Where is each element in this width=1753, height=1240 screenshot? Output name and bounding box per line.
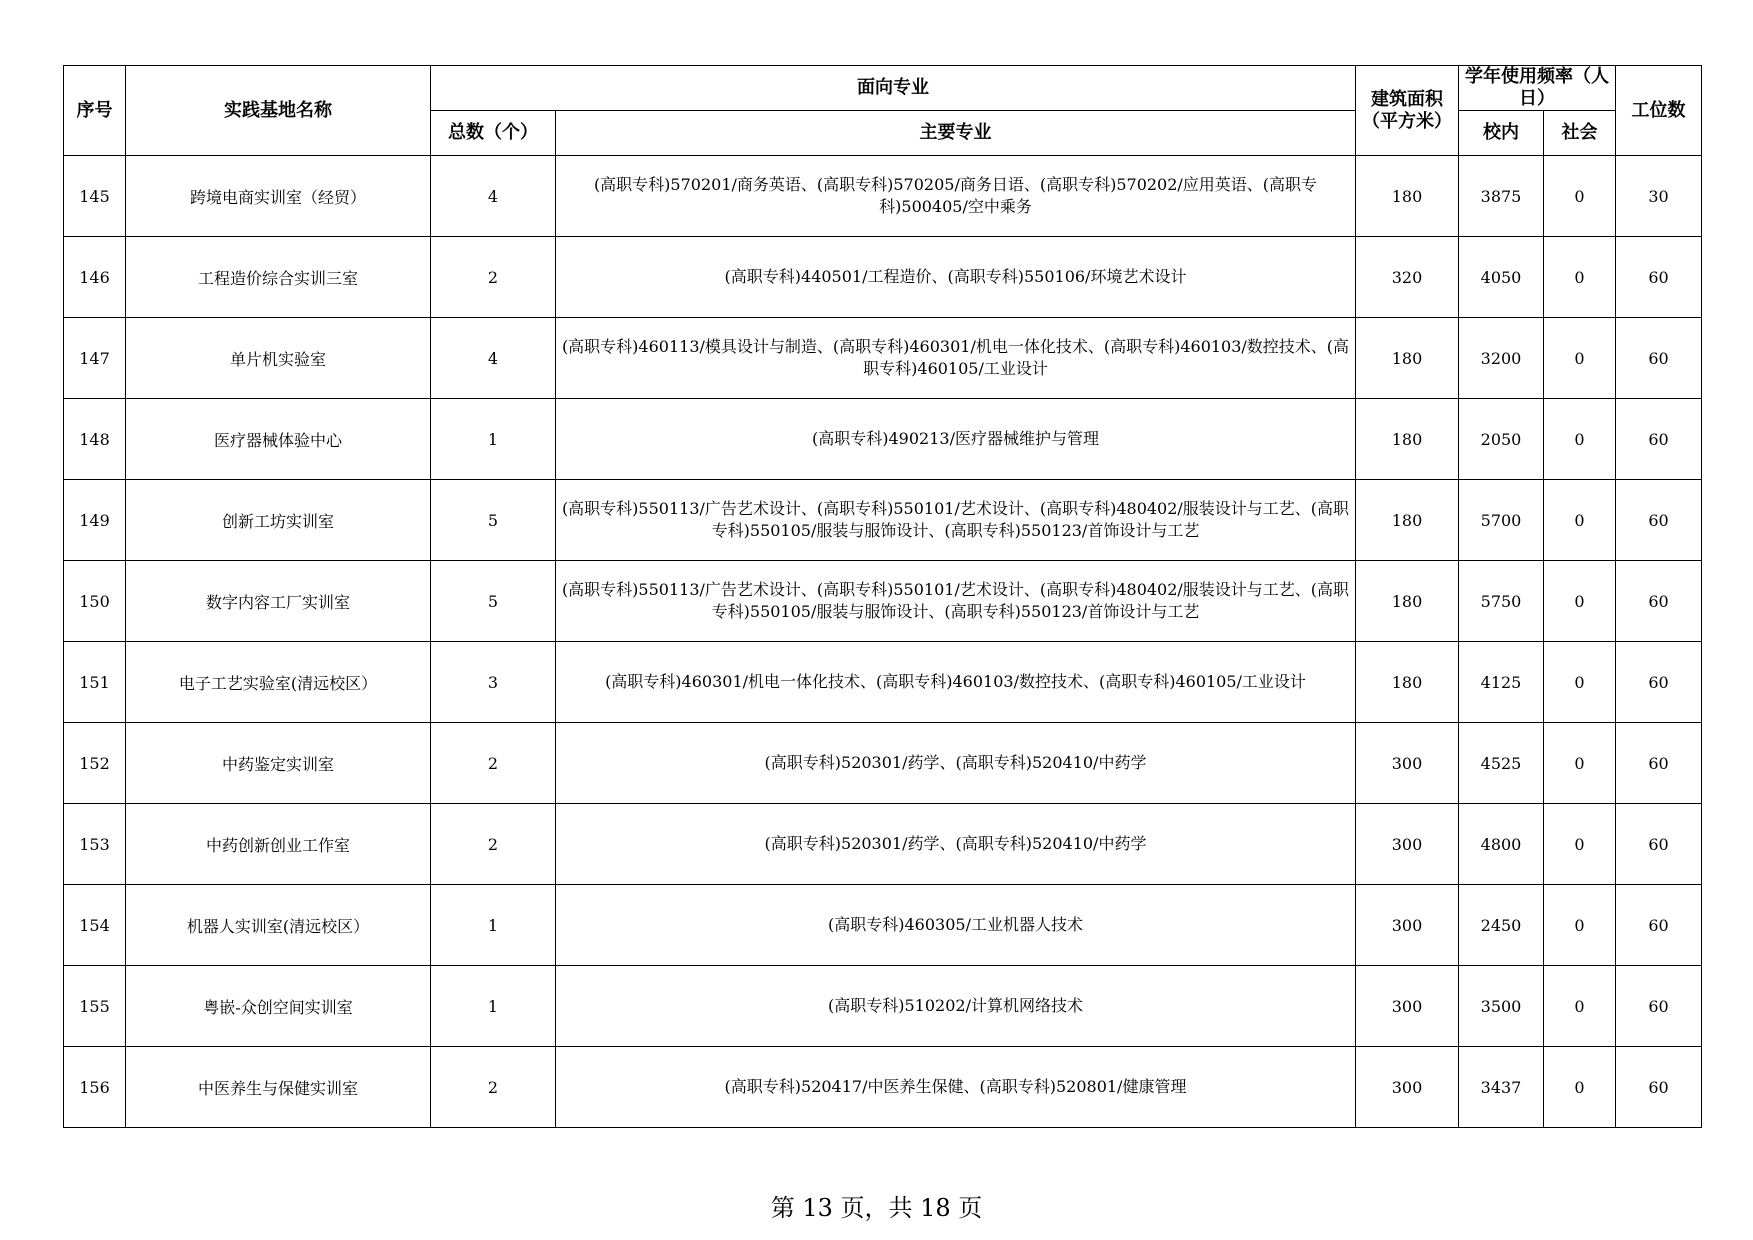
cell-society: 0	[1544, 1047, 1616, 1128]
cell-majors: (高职专科)570201/商务英语、(高职专科)570205/商务日语、(高职专科)570202/应用英语、(高职专科)500405/空中乘务	[556, 156, 1356, 237]
cell-majors: (高职专科)460301/机电一体化技术、(高职专科)460103/数控技术、(高职专科)460105/工业设计	[556, 642, 1356, 723]
cell-campus: 5700	[1459, 480, 1544, 561]
table-row	[64, 804, 1702, 885]
cell-stations: 60	[1616, 561, 1702, 642]
cell-area: 180	[1356, 561, 1459, 642]
cell-society: 0	[1544, 318, 1616, 399]
cell-base-name: 中医养生与保健实训室	[126, 1047, 431, 1128]
cell-society: 0	[1544, 561, 1616, 642]
header-majors-group: 面向专业	[431, 66, 1356, 111]
cell-stations: 60	[1616, 885, 1702, 966]
cell-society: 0	[1544, 399, 1616, 480]
cell-seq: 153	[64, 804, 126, 885]
table-row	[64, 399, 1702, 480]
cell-base-name: 中药创新创业工作室	[126, 804, 431, 885]
cell-seq: 155	[64, 966, 126, 1047]
cell-seq: 154	[64, 885, 126, 966]
cell-area: 300	[1356, 804, 1459, 885]
cell-majors: (高职专科)490213/医疗器械维护与管理	[556, 399, 1356, 480]
cell-total: 3	[431, 642, 556, 723]
cell-campus: 5750	[1459, 561, 1544, 642]
cell-area: 180	[1356, 642, 1459, 723]
cell-area: 320	[1356, 237, 1459, 318]
cell-majors: (高职专科)510202/计算机网络技术	[556, 966, 1356, 1047]
cell-society: 0	[1544, 966, 1616, 1047]
cell-society: 0	[1544, 723, 1616, 804]
cell-area: 300	[1356, 723, 1459, 804]
header-area: 建筑面积（平方米）	[1356, 66, 1459, 156]
cell-campus: 3200	[1459, 318, 1544, 399]
cell-society: 0	[1544, 642, 1616, 723]
cell-base-name: 单片机实验室	[126, 318, 431, 399]
cell-seq: 146	[64, 237, 126, 318]
header-stations: 工位数	[1616, 66, 1702, 156]
cell-stations: 60	[1616, 642, 1702, 723]
table-header	[64, 66, 1702, 156]
cell-base-name: 创新工坊实训室	[126, 480, 431, 561]
cell-total: 1	[431, 966, 556, 1047]
cell-seq: 150	[64, 561, 126, 642]
cell-total: 2	[431, 804, 556, 885]
header-usage-frequency: 学年使用频率（人日）	[1459, 66, 1616, 111]
table-row	[64, 885, 1702, 966]
cell-majors: (高职专科)520301/药学、(高职专科)520410/中药学	[556, 723, 1356, 804]
cell-majors: (高职专科)440501/工程造价、(高职专科)550106/环境艺术设计	[556, 237, 1356, 318]
header-base-name: 实践基地名称	[126, 66, 431, 156]
cell-campus: 2050	[1459, 399, 1544, 480]
cell-total: 1	[431, 399, 556, 480]
table-row	[64, 1047, 1702, 1128]
cell-base-name: 数字内容工厂实训室	[126, 561, 431, 642]
cell-majors: (高职专科)460305/工业机器人技术	[556, 885, 1356, 966]
cell-seq: 156	[64, 1047, 126, 1128]
cell-society: 0	[1544, 156, 1616, 237]
cell-seq: 148	[64, 399, 126, 480]
cell-total: 2	[431, 723, 556, 804]
cell-area: 300	[1356, 1047, 1459, 1128]
cell-campus: 4525	[1459, 723, 1544, 804]
cell-area: 180	[1356, 399, 1459, 480]
cell-base-name: 跨境电商实训室（经贸）	[126, 156, 431, 237]
cell-stations: 60	[1616, 480, 1702, 561]
cell-stations: 60	[1616, 237, 1702, 318]
cell-area: 180	[1356, 318, 1459, 399]
cell-base-name: 医疗器械体验中心	[126, 399, 431, 480]
cell-area: 300	[1356, 966, 1459, 1047]
header-campus: 校内	[1459, 111, 1544, 156]
table-row	[64, 156, 1702, 237]
cell-society: 0	[1544, 237, 1616, 318]
table-row	[64, 966, 1702, 1047]
cell-base-name: 机器人实训室(清远校区）	[126, 885, 431, 966]
cell-stations: 30	[1616, 156, 1702, 237]
cell-stations: 60	[1616, 399, 1702, 480]
cell-total: 1	[431, 885, 556, 966]
cell-campus: 4125	[1459, 642, 1544, 723]
cell-seq: 145	[64, 156, 126, 237]
cell-campus: 3437	[1459, 1047, 1544, 1128]
cell-seq: 151	[64, 642, 126, 723]
cell-total: 4	[431, 318, 556, 399]
page-footer: 第 13 页，共 18 页	[770, 1194, 983, 1222]
cell-seq: 147	[64, 318, 126, 399]
cell-campus: 3875	[1459, 156, 1544, 237]
cell-stations: 60	[1616, 723, 1702, 804]
cell-base-name: 电子工艺实验室(清远校区）	[126, 642, 431, 723]
cell-stations: 60	[1616, 318, 1702, 399]
table-row	[64, 642, 1702, 723]
cell-campus: 3500	[1459, 966, 1544, 1047]
cell-society: 0	[1544, 804, 1616, 885]
cell-campus: 4800	[1459, 804, 1544, 885]
cell-area: 180	[1356, 156, 1459, 237]
table-row	[64, 723, 1702, 804]
cell-base-name: 工程造价综合实训三室	[126, 237, 431, 318]
cell-base-name: 中药鉴定实训室	[126, 723, 431, 804]
cell-total: 5	[431, 561, 556, 642]
header-society: 社会	[1544, 111, 1616, 156]
cell-society: 0	[1544, 885, 1616, 966]
cell-stations: 60	[1616, 966, 1702, 1047]
header-seq: 序号	[64, 66, 126, 156]
cell-total: 5	[431, 480, 556, 561]
table-row	[64, 237, 1702, 318]
cell-area: 300	[1356, 885, 1459, 966]
cell-majors: (高职专科)460113/模具设计与制造、(高职专科)460301/机电一体化技术、(高职专科)460103/数控技术、(高职专科)460105/工业设计	[556, 318, 1356, 399]
cell-society: 0	[1544, 480, 1616, 561]
cell-majors: (高职专科)550113/广告艺术设计、(高职专科)550101/艺术设计、(高职专科)480402/服装设计与工艺、(高职专科)550105/服装与服饰设计、(高职专科)550123/首饰设计与工艺	[556, 480, 1356, 561]
cell-area: 180	[1356, 480, 1459, 561]
cell-total: 2	[431, 237, 556, 318]
table-row	[64, 480, 1702, 561]
cell-total: 2	[431, 1047, 556, 1128]
practice-base-table	[63, 65, 1702, 1128]
header-total: 总数（个）	[431, 111, 556, 156]
cell-total: 4	[431, 156, 556, 237]
cell-campus: 2450	[1459, 885, 1544, 966]
cell-seq: 149	[64, 480, 126, 561]
cell-majors: (高职专科)520301/药学、(高职专科)520410/中药学	[556, 804, 1356, 885]
cell-seq: 152	[64, 723, 126, 804]
table-row	[64, 318, 1702, 399]
cell-majors: (高职专科)520417/中医养生保健、(高职专科)520801/健康管理	[556, 1047, 1356, 1128]
header-main-majors: 主要专业	[556, 111, 1356, 156]
table-row	[64, 561, 1702, 642]
cell-base-name: 粤嵌-众创空间实训室	[126, 966, 431, 1047]
cell-stations: 60	[1616, 1047, 1702, 1128]
cell-stations: 60	[1616, 804, 1702, 885]
cell-campus: 4050	[1459, 237, 1544, 318]
table-body	[64, 156, 1702, 1128]
cell-majors: (高职专科)550113/广告艺术设计、(高职专科)550101/艺术设计、(高职专科)480402/服装设计与工艺、(高职专科)550105/服装与服饰设计、(高职专科)550123/首饰设计与工艺	[556, 561, 1356, 642]
